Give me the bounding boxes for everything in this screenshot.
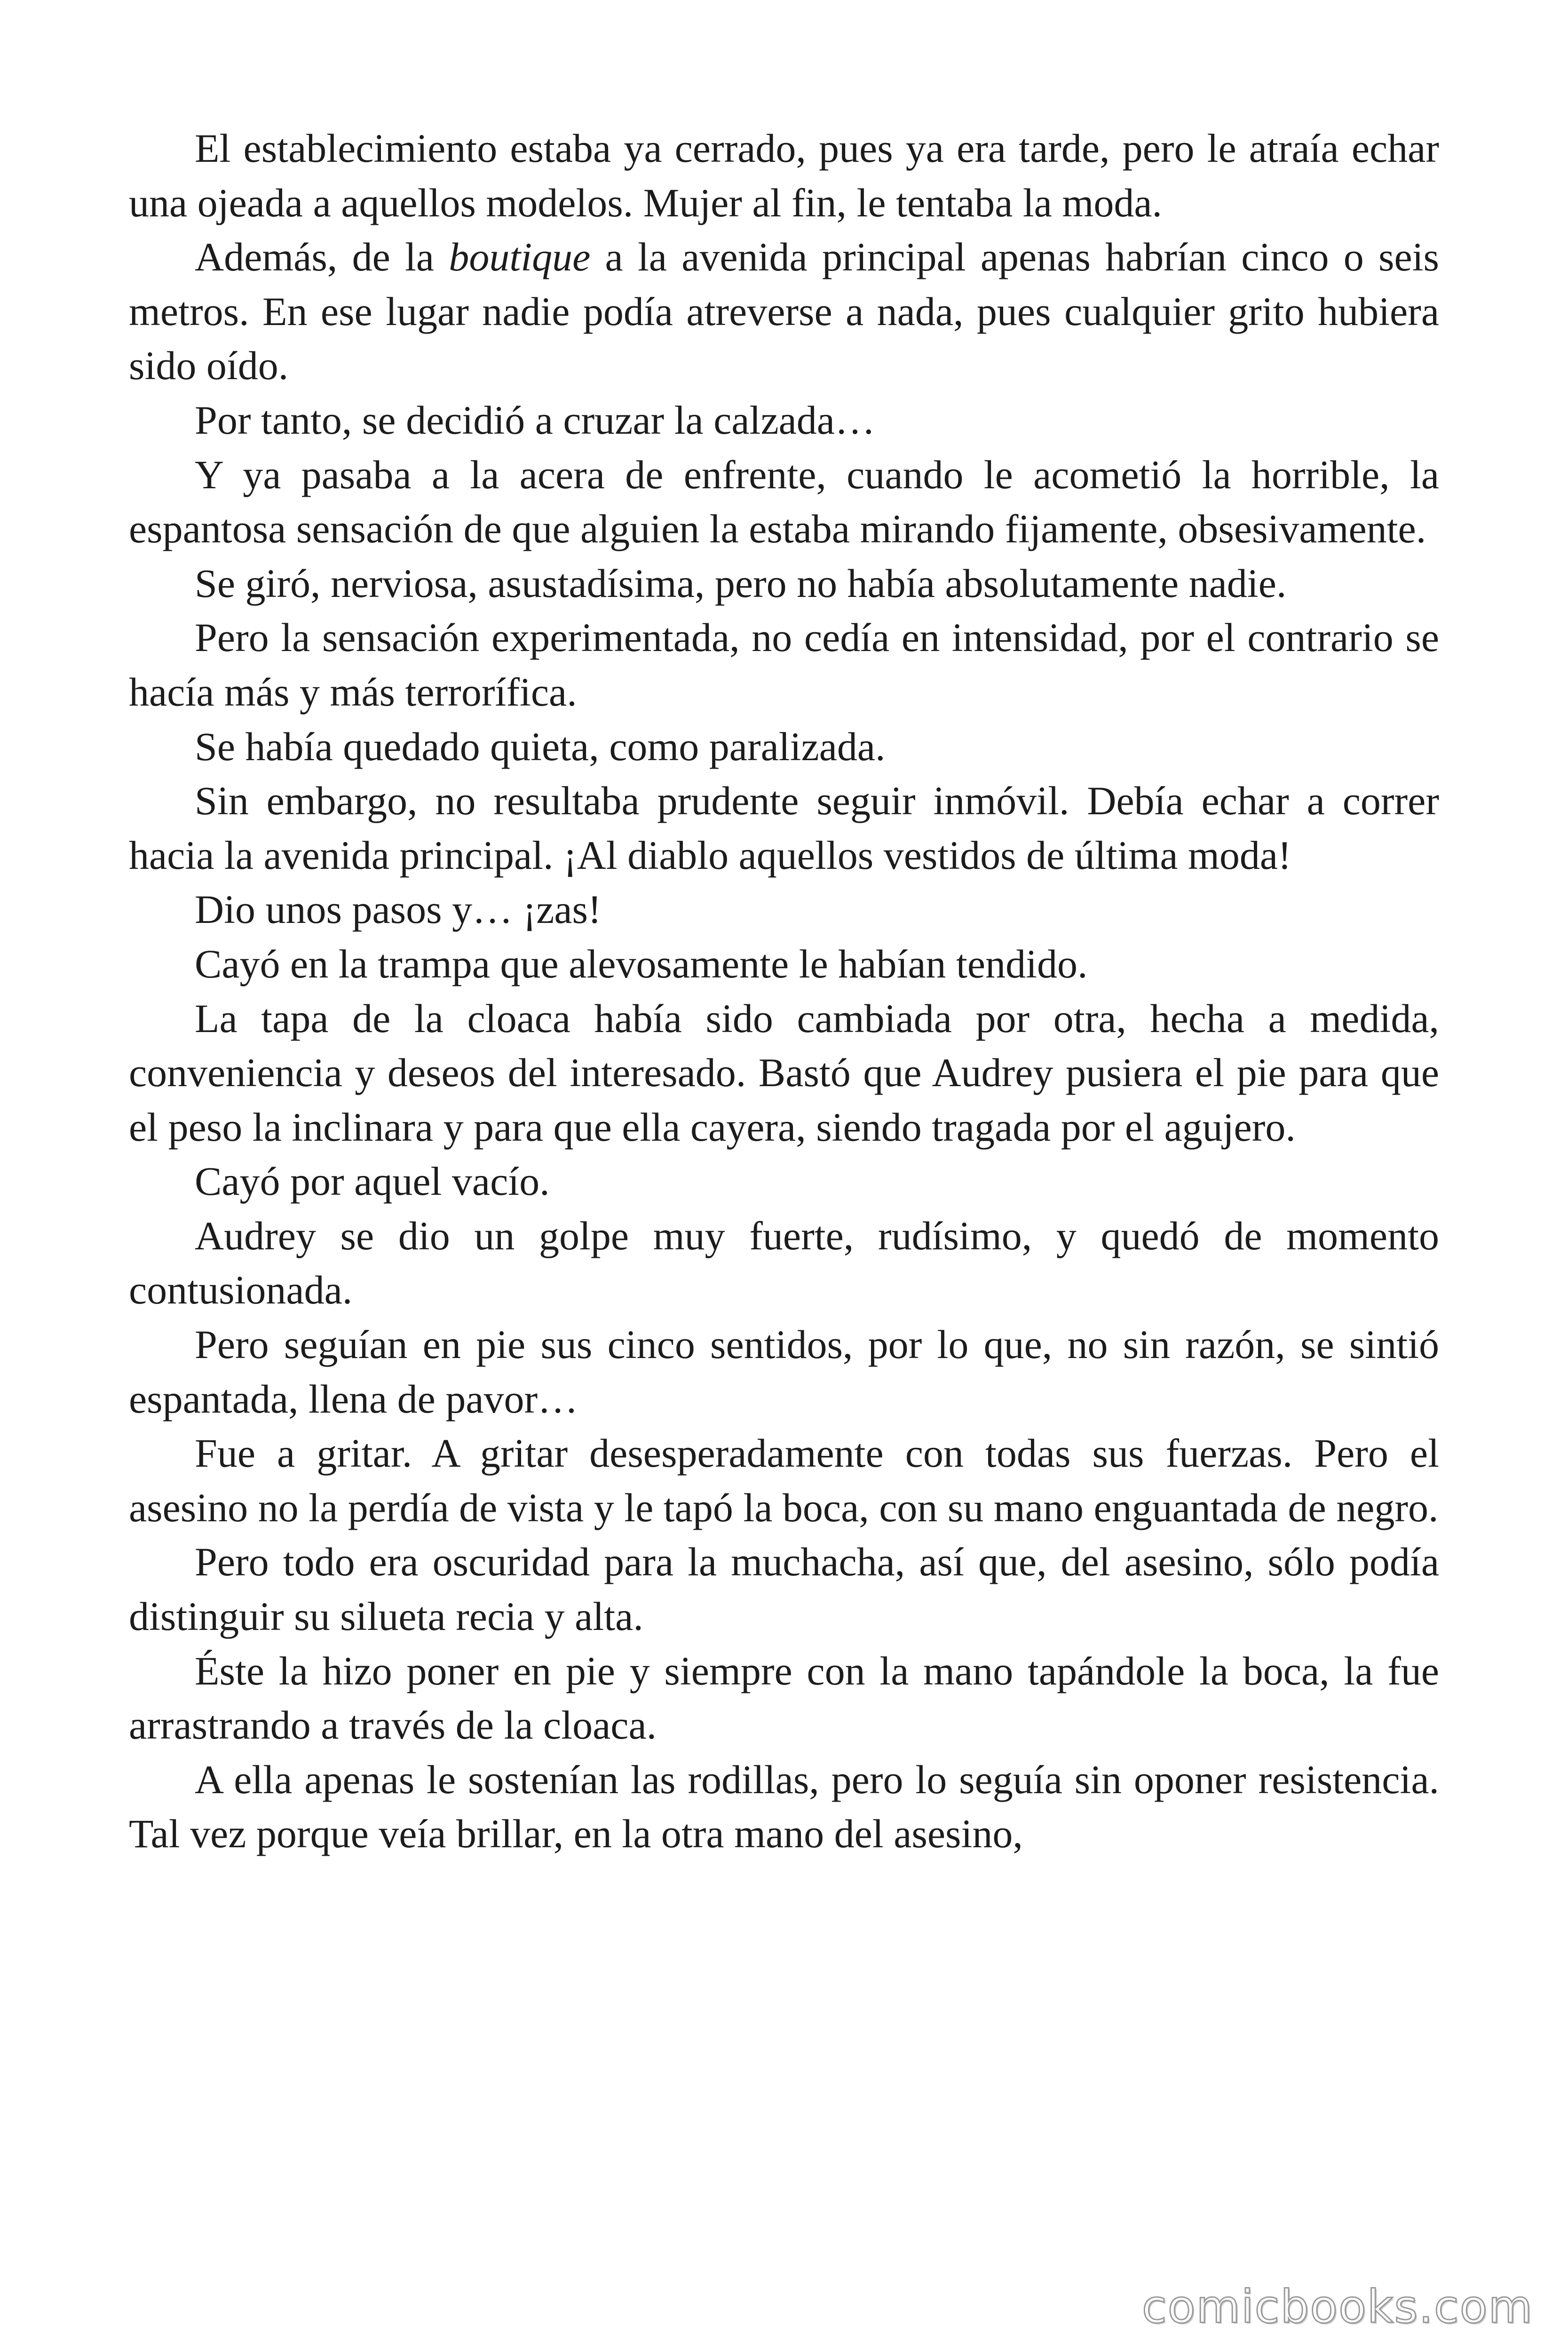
paragraph: Pero todo era oscuridad para la muchacha, así que, del asesino, sólo podía distinguir su silueta recia y alta. [129,1539,1439,1639]
paragraph: Y ya pasaba a la acera de enfrente, cuando le acometió la horrible, la espantosa sensación de que alguien la estaba mirando fijamente, obsesivamente. [129,452,1439,552]
watermark-logo: comicbooks.com [1141,2280,1533,2333]
paragraph: Éste la hizo poner en pie y siempre con la mano tapándole la boca, la fue arrastrando a través de la cloaca. [129,1648,1439,1748]
paragraph: Se giró, nerviosa, asustadísima, pero no había absolutamente nadie. [195,560,1287,606]
italic-word: boutique [449,234,591,280]
paragraph: Fue a gritar. A gritar desesperadamente con todas sus fuerzas. Pero el asesino no la perdía de vista y le tapó la boca, con su mano enguantada de negro. [129,1430,1439,1530]
paragraph: A ella apenas le sostenían las rodillas, pero lo seguía sin oponer resistencia. Tal vez porque veía brillar, en la otra mano del asesino, [129,1756,1439,1857]
book-page-body [129,121,1439,1861]
paragraph: Cayó por aquel vacío. [195,1159,550,1204]
paragraph: El establecimiento estaba ya cerrado, pues ya era tarde, pero le atraía echar una ojeada a aquellos modelos. Mujer al fin, le tentaba la moda. [129,126,1439,225]
paragraph: Se había quedado quieta, como paralizada. [195,723,886,769]
paragraph-text: Además, de la [195,234,449,280]
paragraph: Por tanto, se decidió a cruzar la calzada… [195,397,875,443]
paragraph: Audrey se dio un golpe muy fuerte, rudísimo, y quedó de momento contusionada. [129,1213,1439,1313]
paragraph [129,230,1439,393]
paragraph-text: a la avenida principal apenas habrían cinco o seis metros. En ese lugar nadie podía atreverse a nada, pues cualquier grito hubiera sido oído. [129,234,1439,389]
paragraph: Dio unos pasos y… ¡zas! [195,887,602,932]
paragraph: Cayó en la trampa que alevosamente le habían tendido. [195,941,1088,986]
paragraph: Pero la sensación experimentada, no cedía en intensidad, por el contrario se hacía más y más terrorífica. [129,615,1439,715]
paragraph: Sin embargo, no resultaba prudente seguir inmóvil. Debía echar a correr hacia la avenida principal. ¡Al diablo aquellos vestidos de última moda! [129,778,1439,878]
paragraph: La tapa de la cloaca había sido cambiada por otra, hecha a medida, conveniencia y deseos del interesado. Bastó que Audrey pusiera el pie para que el peso la inclinara y para que ella cayera, siendo tragada por el agujero. [129,995,1439,1150]
paragraph: Pero seguían en pie sus cinco sentidos, por lo que, no sin razón, se sintió espantada, llena de pavor… [129,1322,1439,1422]
